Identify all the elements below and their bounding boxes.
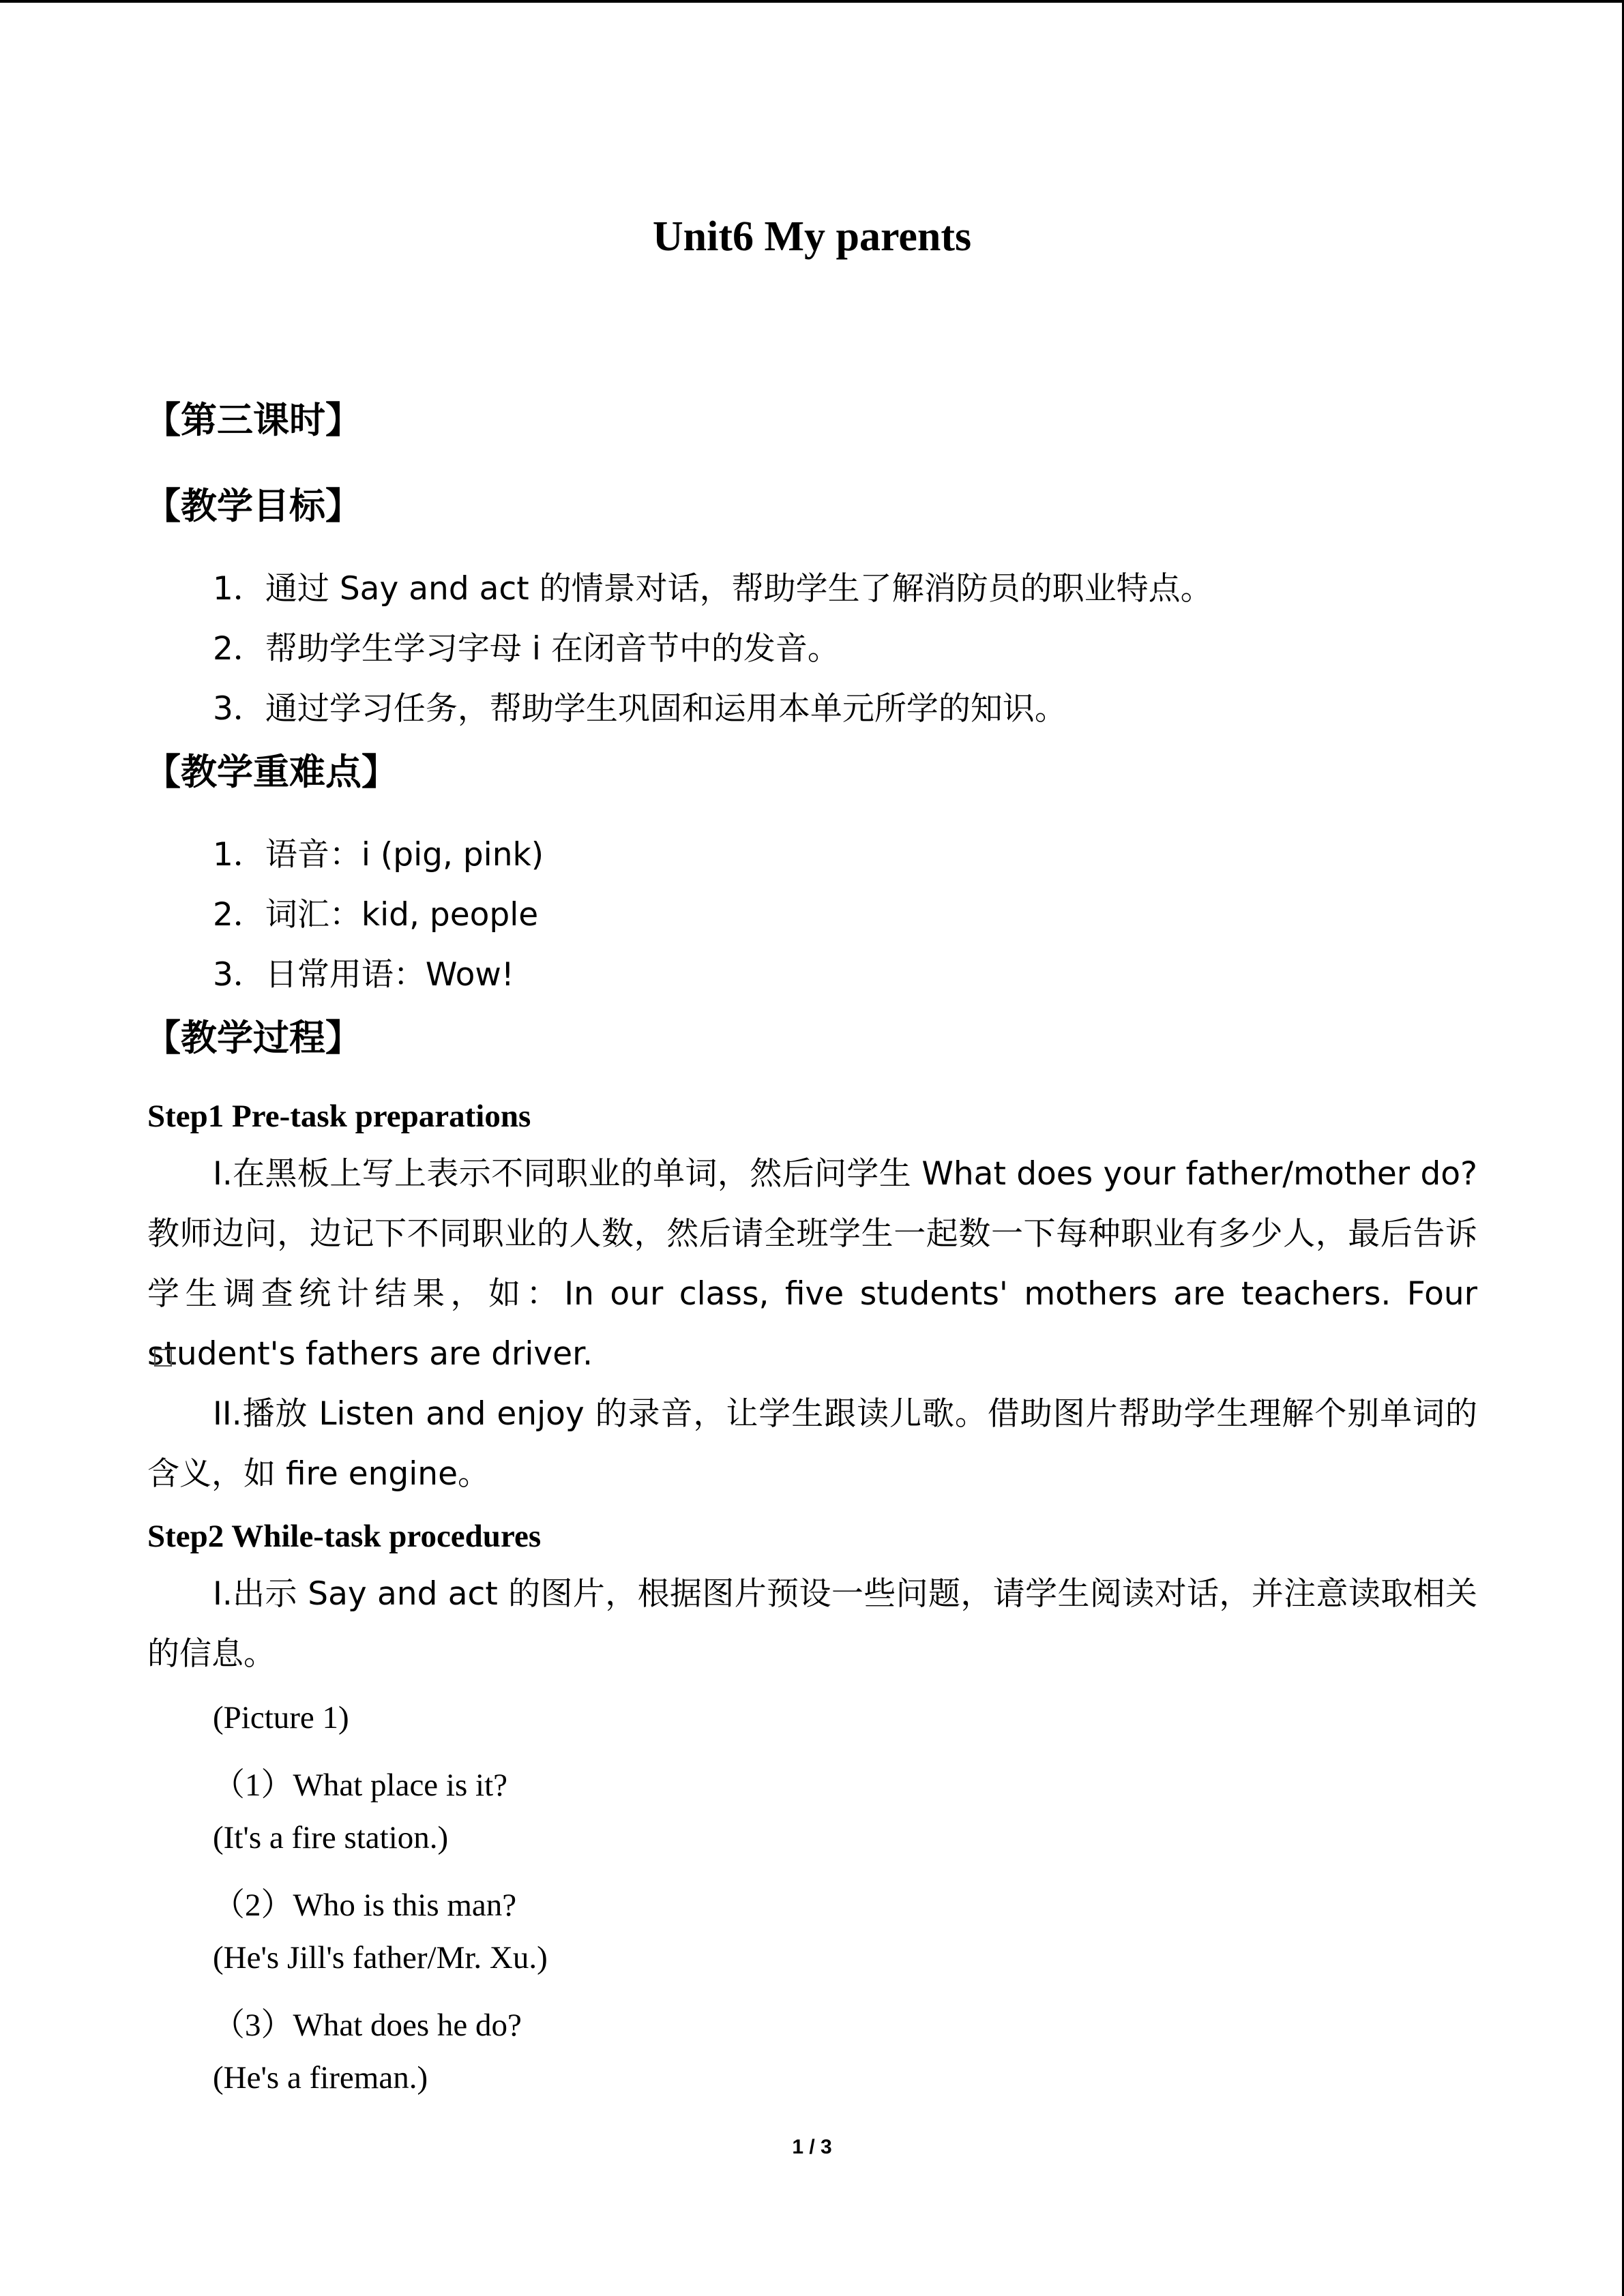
picture-label: (Picture 1) bbox=[213, 1700, 349, 1735]
objective-item: 3．通过学习任务，帮助学生巩固和运用本单元所学的知识。 bbox=[213, 690, 1067, 728]
question-line: （1）What place is it? bbox=[213, 1768, 507, 1803]
page-top-border bbox=[0, 0, 1624, 3]
objective-item: 2．帮助学生学习字母 i 在闭音节中的发音。 bbox=[213, 630, 840, 668]
key-point-item: 2．词汇：kid, people bbox=[213, 896, 539, 934]
step2-heading: Step2 While-task procedures bbox=[147, 1519, 542, 1554]
step2-paragraph-1 bbox=[147, 1564, 1477, 1684]
answer-line: (He's Jill's father/Mr. Xu.) bbox=[213, 1940, 548, 1976]
answer-line: (He's a fireman.) bbox=[213, 2060, 428, 2096]
process-heading: 【教学过程】 bbox=[145, 1017, 361, 1059]
objective-item: 1．通过 Say and act 的情景对话，帮助学生了解消防员的职业特点。 bbox=[213, 570, 1213, 608]
step1-paragraph-2 bbox=[147, 1384, 1477, 1504]
question-line: （2）Who is this man? bbox=[213, 1888, 517, 1923]
key-points-heading: 【教学重难点】 bbox=[145, 751, 398, 793]
lesson-heading: 【第三课时】 bbox=[145, 400, 361, 441]
step1-heading: Step1 Pre-task preparations bbox=[147, 1099, 531, 1134]
step2-paragraph-1-text: I.出示 Say and act 的图片，根据图片预设一些问题，请学生阅读对话，并注意读取相关的信息。 bbox=[147, 1575, 1477, 1673]
objectives-heading: 【教学目标】 bbox=[145, 486, 361, 527]
document-title: Unit6 My parents bbox=[652, 213, 972, 260]
answer-line: (It's a fire station.) bbox=[213, 1820, 449, 1855]
question-line: （3）What does he do? bbox=[213, 2008, 522, 2043]
key-point-item: 1．语音：i (pig, pink) bbox=[213, 836, 544, 874]
step1-paragraph-1-text: I.在黑板上写上表示不同职业的单词，然后问学生 What does your father/mother do?教师边问，边记下不同职业的人数，然后请全班学生一起数一下每种职业有多少人，最后告诉学生调查统计结果，如：In our class, five students' mothers are teachers. Four student's fathers are driver. bbox=[147, 1155, 1477, 1373]
empty-checkbox-symbol bbox=[154, 1349, 172, 1367]
page-number: 1 / 3 bbox=[792, 2136, 832, 2158]
step1-paragraph-2-text: II.播放 Listen and enjoy 的录音，让学生跟读儿歌。借助图片帮助学生理解个别单词的含义，如 fire engine。 bbox=[147, 1395, 1477, 1493]
key-point-item: 3．日常用语：Wow! bbox=[213, 956, 514, 994]
step1-paragraph-1 bbox=[147, 1144, 1477, 1384]
